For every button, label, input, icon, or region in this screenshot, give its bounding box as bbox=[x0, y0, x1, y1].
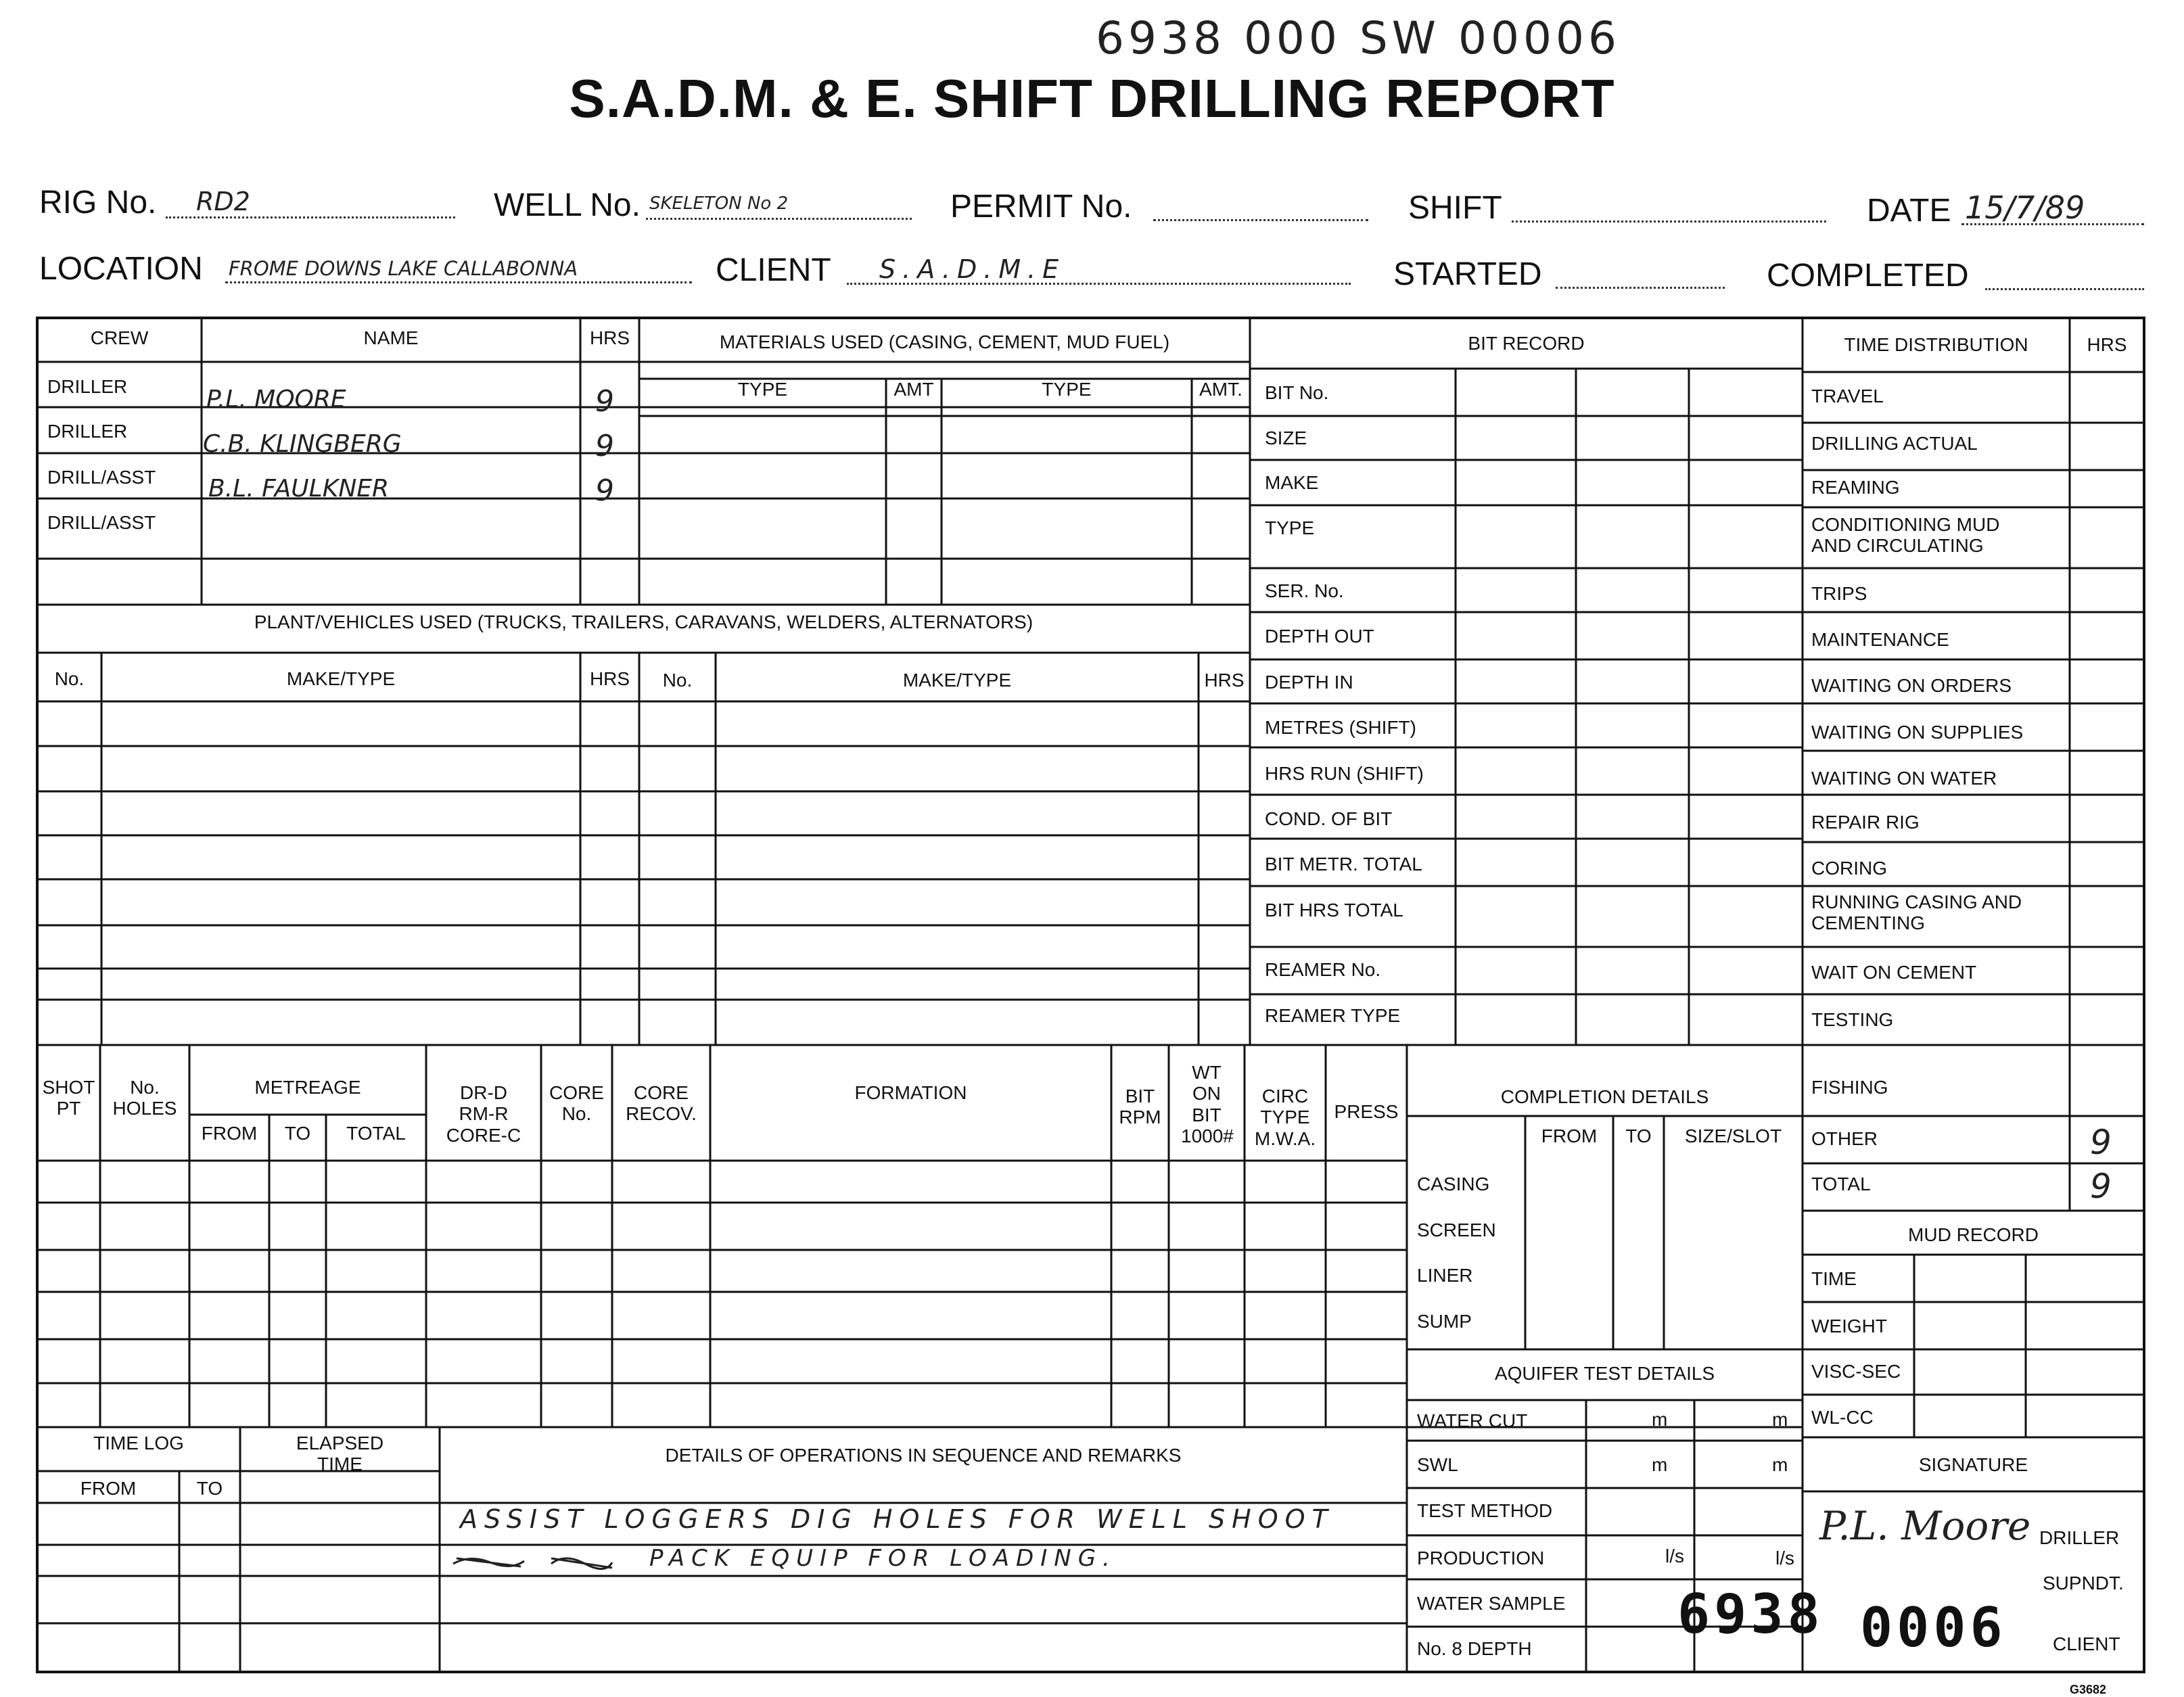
time-dist-hrs-header: HRS bbox=[2087, 334, 2127, 355]
plant-no2-header: No. bbox=[662, 670, 693, 691]
details-header: DETAILS OF OPERATIONS IN SEQUENCE AND REMARKS bbox=[665, 1445, 1182, 1466]
circ-type-header: CIRC TYPE M.W.A. bbox=[1254, 1086, 1316, 1149]
metreage-to-header: TO bbox=[284, 1123, 311, 1144]
time-log-header: TIME LOG bbox=[93, 1433, 184, 1454]
document-reference: 6938 000 SW 00006 bbox=[1096, 12, 1621, 64]
completion-row-label: SUMP bbox=[1417, 1311, 1472, 1332]
stamp-number-right: 0006 bbox=[1860, 1596, 2007, 1659]
started-label: STARTED bbox=[1393, 256, 1542, 292]
bit-row-label: REAMER No. bbox=[1265, 959, 1381, 980]
client-value[interactable]: S.A.D.M.E bbox=[879, 254, 1066, 284]
time-dist-label: OTHER bbox=[1811, 1128, 1878, 1149]
plant-hrs2-header: HRS bbox=[1204, 670, 1245, 691]
unit-m: m bbox=[1772, 1409, 1788, 1430]
remarks-line-1[interactable]: ASSIST LOGGERS DIG HOLES FOR WELL SHOOT bbox=[460, 1504, 1334, 1534]
metreage-total-header: TOTAL bbox=[346, 1123, 406, 1144]
bit-row-label: METRES (SHIFT) bbox=[1265, 717, 1416, 738]
crew-role: DRILLER bbox=[47, 376, 128, 397]
time-dist-label: TRIPS bbox=[1811, 583, 1867, 604]
time-dist-label: WAITING ON ORDERS bbox=[1811, 675, 2012, 696]
bit-record-title: BIT RECORD bbox=[1468, 333, 1585, 354]
time-dist-label: CONDITIONING MUD AND CIRCULATING bbox=[1811, 514, 2000, 557]
aquifer-row-label: WATER SAMPLE bbox=[1417, 1593, 1566, 1614]
crossed-out-scribble bbox=[450, 1549, 619, 1576]
formation-header: FORMATION bbox=[854, 1082, 967, 1103]
permit-label: PERMIT No. bbox=[950, 189, 1132, 225]
well-value[interactable]: SKELETON No 2 bbox=[649, 193, 789, 214]
client-sign-label: CLIENT bbox=[2053, 1633, 2120, 1654]
aquifer-row-label: SWL bbox=[1417, 1454, 1458, 1475]
form-code: G3682 bbox=[2070, 1683, 2107, 1696]
aquifer-row-label: No. 8 DEPTH bbox=[1417, 1638, 1532, 1659]
time-dist-label: RUNNING CASING AND CEMENTING bbox=[1811, 891, 2022, 934]
time-dist-label: TOTAL bbox=[1811, 1173, 1871, 1194]
unit-ls: l/s bbox=[1665, 1545, 1684, 1566]
elapsed-time-header: ELAPSED TIME bbox=[296, 1433, 384, 1475]
aquifer-row-label: TEST METHOD bbox=[1417, 1500, 1553, 1521]
page-title: S.A.D.M. & E. SHIFT DRILLING REPORT bbox=[569, 68, 1615, 129]
total-hrs[interactable]: 9 bbox=[2090, 1167, 2112, 1206]
completion-title: COMPLETION DETAILS bbox=[1500, 1086, 1709, 1107]
crew-role: DRILLER bbox=[47, 421, 128, 442]
location-value[interactable]: FROME DOWNS LAKE CALLABONNA bbox=[229, 257, 578, 280]
no-holes-header: No. HOLES bbox=[112, 1077, 177, 1119]
mud-record-title: MUD RECORD bbox=[1908, 1224, 2039, 1245]
metreage-from-header: FROM bbox=[201, 1123, 258, 1144]
supndt-sign-label: SUPNDT. bbox=[2043, 1573, 2124, 1594]
completion-row-label: CASING bbox=[1417, 1173, 1490, 1194]
remarks-line-2[interactable]: PACK EQUIP FOR LOADING. bbox=[649, 1545, 1117, 1572]
well-label: WELL No. bbox=[494, 187, 641, 223]
press-header: PRESS bbox=[1334, 1101, 1399, 1122]
core-no-header: CORE No. bbox=[549, 1082, 604, 1125]
completion-to-header: TO bbox=[1625, 1125, 1652, 1146]
completed-label: COMPLETED bbox=[1767, 258, 1969, 294]
crew-name[interactable]: B.L. FAULKNER bbox=[208, 475, 390, 503]
crew-header: CREW bbox=[90, 327, 149, 348]
materials-type-header: TYPE bbox=[737, 379, 788, 400]
date-value[interactable]: 15/7/89 bbox=[1965, 189, 2085, 226]
drd-header: DR-D RM-R CORE-C bbox=[446, 1082, 521, 1146]
unit-m: m bbox=[1652, 1454, 1668, 1475]
bit-row-label: SIZE bbox=[1265, 427, 1307, 448]
crew-hrs-header: HRS bbox=[589, 327, 630, 348]
crew-name[interactable]: C.B. KLINGBERG bbox=[203, 430, 402, 458]
time-dist-label: REAMING bbox=[1811, 477, 1900, 498]
location-label: LOCATION bbox=[39, 251, 203, 287]
unit-ls: l/s bbox=[1775, 1548, 1794, 1568]
plant-no-header: No. bbox=[54, 668, 85, 689]
time-dist-label: REPAIR RIG bbox=[1811, 812, 1920, 833]
plant-make2-header: MAKE/TYPE bbox=[902, 670, 1012, 691]
bit-row-label: BIT No. bbox=[1265, 382, 1329, 403]
crew-hrs[interactable]: 9 bbox=[595, 429, 614, 463]
bit-row-label: TYPE bbox=[1265, 517, 1315, 538]
aquifer-row-label: PRODUCTION bbox=[1417, 1548, 1545, 1568]
mud-row-label: WL-CC bbox=[1811, 1407, 1874, 1428]
bit-row-label: BIT HRS TOTAL bbox=[1265, 900, 1403, 921]
time-dist-title: TIME DISTRIBUTION bbox=[1844, 334, 2028, 355]
time-dist-label: FISHING bbox=[1811, 1077, 1888, 1098]
crew-role: DRILL/ASST bbox=[47, 512, 156, 533]
wt-on-bit-header: WT ON BIT 1000# bbox=[1181, 1062, 1234, 1147]
time-log-from-header: FROM bbox=[80, 1478, 137, 1499]
bit-row-label: MAKE bbox=[1265, 472, 1319, 493]
driller-sign-label: DRILLER bbox=[2039, 1527, 2120, 1548]
metreage-header: METREAGE bbox=[254, 1077, 361, 1098]
bit-row-label: SER. No. bbox=[1265, 580, 1344, 601]
time-dist-label: WAIT ON CEMENT bbox=[1811, 962, 1977, 983]
bit-row-label: DEPTH IN bbox=[1265, 672, 1353, 693]
time-dist-label: TESTING bbox=[1811, 1009, 1894, 1030]
crew-name[interactable]: P.L. MOORE bbox=[206, 386, 346, 413]
time-dist-label: CORING bbox=[1811, 858, 1887, 879]
bit-row-label: REAMER TYPE bbox=[1265, 1005, 1401, 1026]
unit-m: m bbox=[1772, 1454, 1788, 1475]
plant-make-header: MAKE/TYPE bbox=[286, 668, 396, 689]
bit-rpm-header: BIT RPM bbox=[1119, 1086, 1161, 1128]
mud-row-label: VISC-SEC bbox=[1811, 1361, 1901, 1382]
rig-value[interactable]: RD2 bbox=[196, 187, 250, 216]
time-dist-label: TRAVEL bbox=[1811, 386, 1884, 406]
plant-title: PLANT/VEHICLES USED (TRUCKS, TRAILERS, CARAVANS, WELDERS, ALTERNATORS) bbox=[254, 611, 1033, 632]
crew-role: DRILL/ASST bbox=[47, 467, 156, 488]
unit-m: m bbox=[1652, 1409, 1668, 1430]
time-dist-label: WAITING ON WATER bbox=[1811, 768, 1997, 789]
time-dist-label: DRILLING ACTUAL bbox=[1811, 433, 1978, 454]
materials-amt2-header: AMT. bbox=[1199, 379, 1242, 400]
materials-title: MATERIALS USED (CASING, CEMENT, MUD FUEL) bbox=[719, 331, 1170, 352]
name-header: NAME bbox=[363, 327, 419, 348]
aquifer-row-label: WATER CUT bbox=[1417, 1410, 1528, 1431]
other-hrs[interactable]: 9 bbox=[2090, 1123, 2112, 1162]
crew-hrs[interactable]: 9 bbox=[595, 473, 614, 508]
materials-type2-header: TYPE bbox=[1042, 379, 1092, 400]
crew-hrs[interactable]: 9 bbox=[595, 384, 614, 419]
completion-row-label: SCREEN bbox=[1417, 1219, 1496, 1240]
completion-row-label: LINER bbox=[1417, 1265, 1473, 1286]
time-dist-label: WAITING ON SUPPLIES bbox=[1811, 722, 2024, 743]
signature-title: SIGNATURE bbox=[1918, 1454, 2028, 1475]
time-log-to-header: TO bbox=[196, 1478, 223, 1499]
mud-row-label: WEIGHT bbox=[1811, 1316, 1887, 1336]
completion-size-header: SIZE/SLOT bbox=[1684, 1125, 1782, 1146]
aquifer-title: AQUIFER TEST DETAILS bbox=[1494, 1363, 1715, 1384]
plant-hrs-header: HRS bbox=[589, 668, 630, 689]
shift-label: SHIFT bbox=[1408, 190, 1502, 226]
stamp-number-left: 6938 bbox=[1677, 1583, 1824, 1646]
mud-row-label: TIME bbox=[1811, 1268, 1857, 1289]
driller-signature[interactable]: P.L. Moore bbox=[1819, 1503, 2031, 1549]
materials-amt-header: AMT bbox=[893, 379, 934, 400]
core-recov-header: CORE RECOV. bbox=[626, 1082, 697, 1125]
date-label: DATE bbox=[1867, 193, 1951, 229]
bit-row-label: DEPTH OUT bbox=[1265, 626, 1374, 647]
client-label: CLIENT bbox=[716, 252, 831, 288]
rig-label: RIG No. bbox=[39, 185, 157, 220]
shot-pt-header: SHOT PT bbox=[42, 1077, 95, 1119]
completion-from-header: FROM bbox=[1541, 1125, 1598, 1146]
bit-row-label: BIT METR. TOTAL bbox=[1265, 854, 1422, 875]
bit-row-label: COND. OF BIT bbox=[1265, 808, 1393, 829]
time-dist-label: MAINTENANCE bbox=[1811, 629, 1949, 650]
bit-row-label: HRS RUN (SHIFT) bbox=[1265, 763, 1424, 784]
